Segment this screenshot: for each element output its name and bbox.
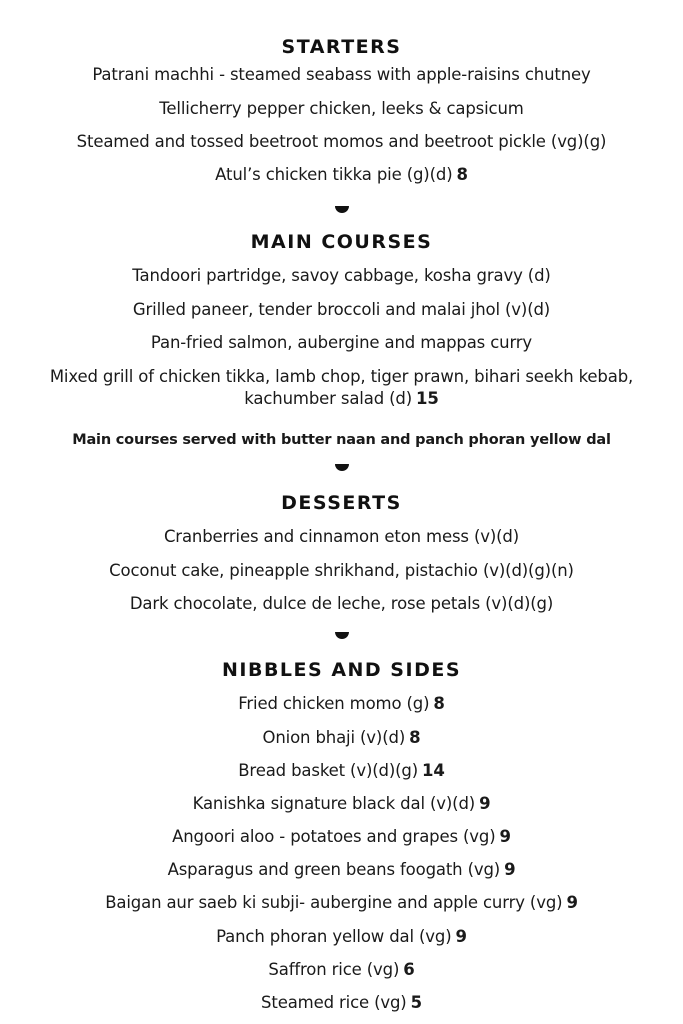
menu-item: [0, 826, 683, 848]
section-title-desserts: DESSERTS: [281, 492, 402, 514]
menu-item: [0, 98, 683, 120]
menu-item-price: 9: [479, 794, 491, 813]
section-title-starters: STARTERS: [281, 36, 402, 58]
menu-item-price: 9: [504, 860, 516, 879]
menu-item: [0, 560, 683, 582]
menu-item-price: 8: [433, 694, 445, 713]
menu-item-price: 6: [403, 960, 415, 979]
menu-item-text: Asparagus and green beans foogath (vg): [167, 860, 501, 879]
menu-item-text: Bread basket (v)(d)(g): [238, 761, 419, 780]
menu-item: [0, 926, 683, 948]
menu-item-text: Kanishka signature black dal (v)(d): [192, 794, 476, 813]
menu-item: [0, 366, 683, 410]
menu-item-text: Angoori aloo - potatoes and grapes (vg): [172, 827, 496, 846]
menu-item-text: Patrani machhi - steamed seabass with apple-raisins chutney: [92, 65, 591, 84]
menu-item-text: Pan-fried salmon, aubergine and mappas curry: [150, 333, 533, 352]
menu-item-text: Tellicherry pepper chicken, leeks & capsicum: [159, 99, 524, 118]
menu-item-text: Atul’s chicken tikka pie (g)(d): [215, 165, 453, 184]
section-divider: [335, 464, 349, 471]
menu-item-price: 14: [422, 761, 445, 780]
menu-item: [0, 727, 683, 749]
menu-item: [0, 164, 683, 186]
menu-item-text: Grilled paneer, tender broccoli and malai jhol (v)(d): [132, 300, 551, 319]
menu-item-text: Onion bhaji (v)(d): [262, 728, 406, 747]
menu-item-text: Baigan aur saeb ki subji- aubergine and apple curry (vg): [105, 893, 563, 912]
menu-item-text: Panch phoran yellow dal (vg): [216, 927, 452, 946]
menu-item-text: Tandoori partridge, savoy cabbage, kosha gravy (d): [132, 266, 551, 285]
menu-item: [0, 526, 683, 548]
menu-item-price: 15: [416, 389, 439, 408]
menu-item: [0, 332, 683, 354]
menu-item-text: Cranberries and cinnamon eton mess (v)(d): [163, 527, 520, 546]
menu-item-text: Steamed and tossed beetroot momos and beetroot pickle (vg)(g): [76, 132, 607, 151]
menu-item: [0, 265, 683, 287]
menu-item: [0, 793, 683, 815]
section-title-nibbles-and-sides: NIBBLES AND SIDES: [222, 659, 461, 681]
menu-item-text: Steamed rice (vg): [261, 993, 407, 1012]
menu-item: [0, 760, 683, 782]
main-courses-note: Main courses served with butter naan and panch phoran yellow dal: [72, 432, 611, 448]
menu-item: [0, 859, 683, 881]
menu-item-text: Fried chicken momo (g): [238, 694, 430, 713]
menu-item: [0, 64, 683, 86]
menu-item-text: Coconut cake, pineapple shrikhand, pistachio (v)(d)(g)(n): [109, 561, 574, 580]
section-divider: [335, 632, 349, 639]
menu-item-price: 9: [566, 893, 578, 912]
menu-item-price: 8: [456, 165, 468, 184]
menu-item: [0, 892, 683, 914]
section-title-main-courses: MAIN COURSES: [250, 231, 433, 253]
menu-item: [0, 131, 683, 153]
menu-item: [0, 992, 683, 1014]
menu-item-text: Mixed grill of chicken tikka, lamb chop, tiger prawn, bihari seekh kebab, kachumber salad (d): [49, 367, 634, 408]
menu-item: [0, 593, 683, 615]
menu-item-price: 5: [410, 993, 422, 1012]
menu-item-text: Saffron rice (vg): [268, 960, 400, 979]
menu-item-price: 8: [409, 728, 421, 747]
menu-item-text: Dark chocolate, dulce de leche, rose petals (v)(d)(g): [129, 594, 554, 613]
section-divider: [335, 206, 349, 213]
menu-item: [0, 959, 683, 981]
menu-item-price: 9: [499, 827, 511, 846]
menu-item: [0, 299, 683, 321]
menu-item: [0, 693, 683, 715]
menu-item-price: 9: [455, 927, 467, 946]
